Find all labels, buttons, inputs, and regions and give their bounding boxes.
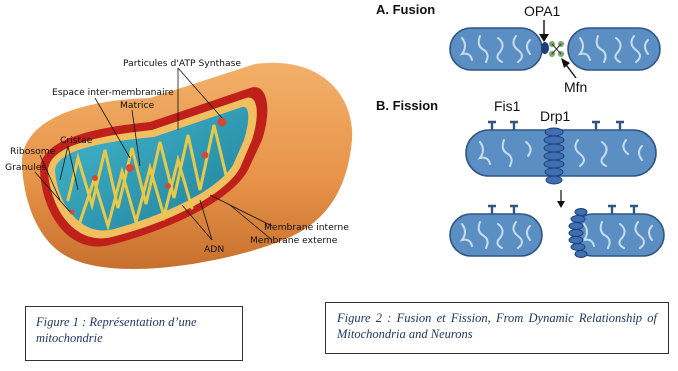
fusion-title: A. Fusion <box>376 2 436 17</box>
label-granules: Granules <box>5 162 47 173</box>
label-matrix: Matrice <box>120 100 155 111</box>
fusion-fission-diagram <box>368 0 678 295</box>
label-drp1: Drp1 <box>540 108 571 124</box>
opa1-mfn-tethers <box>541 41 564 57</box>
arrow-opa1 <box>539 20 549 42</box>
label-ribosome: Ribosome <box>10 146 56 157</box>
label-inner-membrane: Membrane interne <box>264 222 349 233</box>
fission-mito-left <box>450 214 542 256</box>
figure-1-caption: Figure 1 : Représentation d’une mitochondrie <box>25 306 243 361</box>
figure-2-caption: Figure 2 : Fusion et Fission, From Dynamic Relationship of Mitochondria and Neurons <box>325 302 669 354</box>
label-intermembrane-space: Espace inter-membranaire <box>52 87 174 98</box>
label-opa1: OPA1 <box>524 3 561 19</box>
label-mfn: Mfn <box>564 79 588 95</box>
label-fis1: Fis1 <box>494 98 521 114</box>
fusion-mito-right <box>568 28 660 70</box>
fission-arrow <box>557 190 565 208</box>
fission-mito-right <box>572 214 664 256</box>
fission-title: B. Fission <box>376 98 439 113</box>
mitochondrion-illustration <box>0 0 370 295</box>
label-atp-synthase: Particules d'ATP Synthase <box>123 58 242 69</box>
label-dna: ADN <box>204 244 225 255</box>
label-cristae: Cristae <box>60 135 93 146</box>
fis1-receptors-after <box>488 206 638 214</box>
label-outer-membrane: Membrane externe <box>250 235 338 246</box>
fusion-mito-left <box>450 28 542 70</box>
